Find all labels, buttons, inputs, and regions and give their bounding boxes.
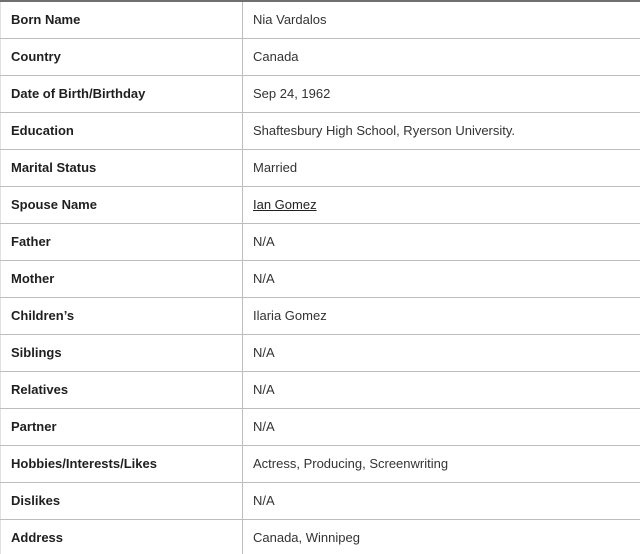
row-value: Ilaria Gomez (243, 298, 640, 335)
table-row-mother (1, 261, 640, 298)
row-label: Father (1, 224, 243, 261)
table-row-dislikes (1, 483, 640, 520)
table-row-born-name (1, 1, 640, 39)
row-value: N/A (243, 372, 640, 409)
row-value: Actress, Producing, Screenwriting (243, 446, 640, 483)
row-label: Hobbies/Interests/Likes (1, 446, 243, 483)
row-value (243, 187, 640, 224)
row-value: N/A (243, 261, 640, 298)
row-label: Address (1, 520, 243, 554)
row-label: Born Name (1, 1, 243, 39)
row-label: Marital Status (1, 150, 243, 187)
table-row-siblings (1, 335, 640, 372)
row-label: Siblings (1, 335, 243, 372)
table-row-country (1, 39, 640, 76)
row-label: Partner (1, 409, 243, 446)
table-row-spouse-name (1, 187, 640, 224)
table-row-date-of-birth (1, 76, 640, 113)
table-row-marital-status (1, 150, 640, 187)
row-value: N/A (243, 483, 640, 520)
table-row-relatives (1, 372, 640, 409)
row-label: Relatives (1, 372, 243, 409)
row-value: Canada (243, 39, 640, 76)
table-row-partner (1, 409, 640, 446)
table-row-father (1, 224, 640, 261)
row-value: N/A (243, 224, 640, 261)
row-label: Mother (1, 261, 243, 298)
table-row-hobbies (1, 446, 640, 483)
row-value: Sep 24, 1962 (243, 76, 640, 113)
table-row-address (1, 520, 640, 554)
row-value: Shaftesbury High School, Ryerson University. (243, 113, 640, 150)
row-label: Date of Birth/Birthday (1, 76, 243, 113)
row-label: Spouse Name (1, 187, 243, 224)
row-value: N/A (243, 335, 640, 372)
row-label: Country (1, 39, 243, 76)
spouse-name-link[interactable]: Ian Gomez (253, 197, 317, 212)
row-value: Nia Vardalos (243, 1, 640, 39)
table-row-education (1, 113, 640, 150)
row-value: N/A (243, 409, 640, 446)
row-value: Married (243, 150, 640, 187)
row-value: Canada, Winnipeg (243, 520, 640, 554)
table-row-children (1, 298, 640, 335)
row-label: Dislikes (1, 483, 243, 520)
row-label: Children’s (1, 298, 243, 335)
row-label: Education (1, 113, 243, 150)
